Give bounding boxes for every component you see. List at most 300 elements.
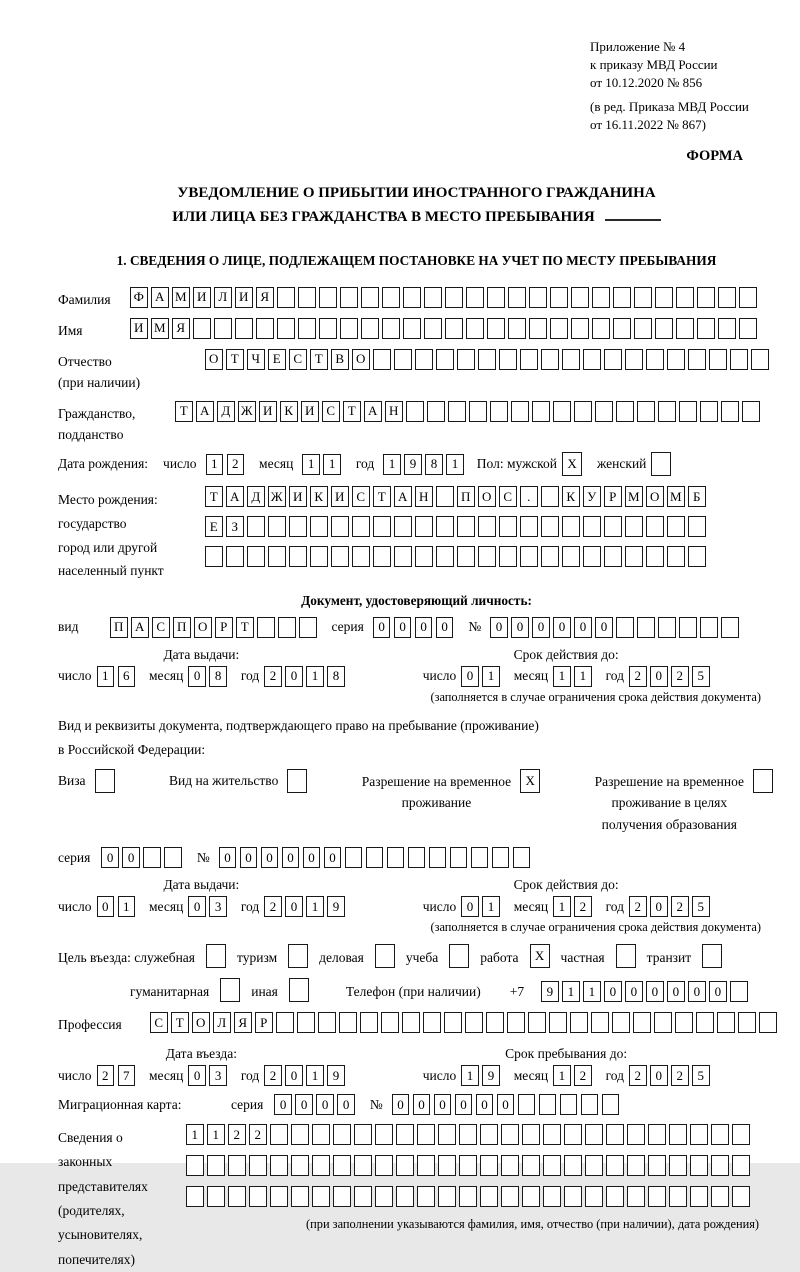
purpose-transit-checkbox[interactable] — [702, 944, 722, 968]
char-box[interactable]: 2 — [264, 1065, 282, 1086]
char-box[interactable] — [448, 401, 466, 422]
char-box[interactable] — [394, 349, 412, 370]
char-box[interactable]: 6 — [118, 666, 136, 687]
char-box[interactable] — [742, 401, 760, 422]
char-box[interactable]: 1 — [383, 454, 401, 475]
char-box[interactable] — [361, 318, 379, 339]
residence-permit-checkbox[interactable] — [287, 769, 307, 793]
char-box[interactable]: 0 — [434, 1094, 452, 1115]
char-box[interactable]: 2 — [629, 896, 647, 917]
char-box[interactable]: 8 — [209, 666, 227, 687]
char-box[interactable] — [298, 318, 316, 339]
char-box[interactable] — [415, 349, 433, 370]
char-box[interactable] — [709, 349, 727, 370]
char-box[interactable] — [289, 516, 307, 537]
char-box[interactable] — [339, 1012, 357, 1033]
char-box[interactable] — [532, 401, 550, 422]
char-box[interactable]: 1 — [482, 666, 500, 687]
char-box[interactable]: О — [646, 486, 664, 507]
char-box[interactable]: 0 — [650, 666, 668, 687]
char-box[interactable] — [319, 287, 337, 308]
char-box[interactable] — [249, 1155, 267, 1176]
char-box[interactable] — [658, 401, 676, 422]
stay-month-input[interactable] — [553, 1065, 592, 1086]
iddoc-valid-day-input[interactable] — [461, 666, 500, 687]
char-box[interactable] — [583, 349, 601, 370]
purpose-work-checkbox[interactable] — [530, 944, 550, 968]
char-box[interactable] — [381, 1012, 399, 1033]
char-box[interactable] — [700, 401, 718, 422]
char-box[interactable] — [360, 1012, 378, 1033]
char-box[interactable]: Т — [175, 401, 193, 422]
sex-female-checkbox[interactable] — [651, 452, 671, 476]
char-box[interactable]: 0 — [219, 847, 237, 868]
char-box[interactable]: 8 — [327, 666, 345, 687]
char-box[interactable]: С — [352, 486, 370, 507]
char-box[interactable] — [658, 617, 676, 638]
char-box[interactable] — [478, 546, 496, 567]
char-box[interactable] — [276, 1012, 294, 1033]
char-box[interactable] — [427, 401, 445, 422]
char-box[interactable] — [480, 1155, 498, 1176]
char-box[interactable] — [478, 349, 496, 370]
purpose-humanitarian-checkbox[interactable] — [220, 978, 240, 1002]
char-box[interactable]: Л — [214, 287, 232, 308]
char-box[interactable] — [655, 287, 673, 308]
char-box[interactable]: Р — [215, 617, 233, 638]
char-box[interactable] — [270, 1155, 288, 1176]
char-box[interactable] — [648, 1186, 666, 1207]
char-box[interactable]: 1 — [97, 666, 115, 687]
char-box[interactable]: 0 — [532, 617, 550, 638]
doc-kind-input[interactable] — [110, 617, 317, 638]
stay-day-input[interactable] — [461, 1065, 500, 1086]
char-box[interactable] — [612, 1012, 630, 1033]
char-box[interactable] — [570, 1012, 588, 1033]
char-box[interactable] — [450, 847, 468, 868]
char-box[interactable]: 0 — [337, 1094, 355, 1115]
char-box[interactable] — [616, 617, 634, 638]
right-doc-valid-month-input[interactable] — [553, 896, 592, 917]
char-box[interactable] — [354, 1155, 372, 1176]
char-box[interactable] — [520, 546, 538, 567]
char-box[interactable] — [613, 287, 631, 308]
char-box[interactable]: 2 — [264, 666, 282, 687]
char-box[interactable] — [541, 349, 559, 370]
char-box[interactable]: И — [259, 401, 277, 422]
char-box[interactable]: И — [301, 401, 319, 422]
char-box[interactable] — [529, 318, 547, 339]
char-box[interactable]: 1 — [306, 666, 324, 687]
char-box[interactable]: А — [131, 617, 149, 638]
char-box[interactable] — [438, 1124, 456, 1145]
char-box[interactable] — [205, 546, 223, 567]
char-box[interactable] — [220, 978, 240, 1002]
char-box[interactable] — [696, 1012, 714, 1033]
char-box[interactable] — [562, 546, 580, 567]
char-box[interactable] — [480, 1124, 498, 1145]
char-box[interactable]: 8 — [425, 454, 443, 475]
char-box[interactable] — [466, 318, 484, 339]
char-box[interactable]: 3 — [209, 896, 227, 917]
char-box[interactable] — [277, 318, 295, 339]
char-box[interactable] — [730, 981, 748, 1002]
char-box[interactable] — [235, 318, 253, 339]
char-box[interactable]: Я — [256, 287, 274, 308]
char-box[interactable] — [697, 318, 715, 339]
char-box[interactable]: Д — [217, 401, 235, 422]
char-box[interactable] — [331, 516, 349, 537]
char-box[interactable] — [436, 349, 454, 370]
char-box[interactable]: 0 — [282, 847, 300, 868]
char-box[interactable]: 9 — [404, 454, 422, 475]
char-box[interactable] — [585, 1186, 603, 1207]
char-box[interactable]: 0 — [688, 981, 706, 1002]
char-box[interactable]: 0 — [461, 896, 479, 917]
char-box[interactable] — [583, 516, 601, 537]
char-box[interactable]: Я — [234, 1012, 252, 1033]
char-box[interactable] — [270, 1124, 288, 1145]
char-box[interactable]: 0 — [461, 666, 479, 687]
char-box[interactable] — [592, 287, 610, 308]
char-box[interactable] — [373, 349, 391, 370]
char-box[interactable] — [711, 1186, 729, 1207]
char-box[interactable] — [721, 617, 739, 638]
char-box[interactable]: 0 — [511, 617, 529, 638]
char-box[interactable] — [424, 287, 442, 308]
char-box[interactable] — [501, 1124, 519, 1145]
char-box[interactable] — [606, 1186, 624, 1207]
char-box[interactable] — [387, 847, 405, 868]
char-box[interactable] — [543, 1186, 561, 1207]
char-box[interactable]: 2 — [574, 896, 592, 917]
char-box[interactable]: 0 — [646, 981, 664, 1002]
char-box[interactable]: О — [194, 617, 212, 638]
char-box[interactable] — [717, 1012, 735, 1033]
char-box[interactable]: О — [205, 349, 223, 370]
char-box[interactable] — [228, 1155, 246, 1176]
char-box[interactable] — [333, 1155, 351, 1176]
char-box[interactable] — [522, 1186, 540, 1207]
char-box[interactable] — [333, 1186, 351, 1207]
char-box[interactable]: 1 — [446, 454, 464, 475]
char-box[interactable] — [679, 617, 697, 638]
char-box[interactable] — [352, 546, 370, 567]
char-box[interactable] — [591, 1012, 609, 1033]
char-box[interactable] — [291, 1155, 309, 1176]
char-box[interactable] — [312, 1155, 330, 1176]
char-box[interactable] — [478, 516, 496, 537]
char-box[interactable] — [289, 978, 309, 1002]
char-box[interactable]: Т — [343, 401, 361, 422]
char-box[interactable] — [718, 287, 736, 308]
char-box[interactable]: С — [150, 1012, 168, 1033]
char-box[interactable] — [539, 1094, 557, 1115]
char-box[interactable] — [394, 546, 412, 567]
char-box[interactable]: О — [352, 349, 370, 370]
iddoc-valid-month-input[interactable] — [553, 666, 592, 687]
char-box[interactable] — [738, 1012, 756, 1033]
citizenship-input[interactable] — [175, 401, 760, 422]
char-box[interactable] — [249, 1186, 267, 1207]
birth-day-input[interactable] — [206, 454, 245, 475]
char-box[interactable] — [429, 847, 447, 868]
char-box[interactable]: Т — [171, 1012, 189, 1033]
char-box[interactable] — [207, 1155, 225, 1176]
char-box[interactable] — [492, 847, 510, 868]
char-box[interactable] — [459, 1124, 477, 1145]
char-box[interactable] — [646, 349, 664, 370]
char-box[interactable] — [403, 287, 421, 308]
char-box[interactable] — [287, 769, 307, 793]
char-box[interactable] — [408, 847, 426, 868]
char-box[interactable] — [541, 516, 559, 537]
char-box[interactable]: 0 — [667, 981, 685, 1002]
char-box[interactable] — [571, 318, 589, 339]
char-box[interactable] — [637, 617, 655, 638]
char-box[interactable]: 0 — [709, 981, 727, 1002]
char-box[interactable] — [436, 516, 454, 537]
char-box[interactable]: 0 — [436, 617, 454, 638]
char-box[interactable]: А — [151, 287, 169, 308]
char-box[interactable] — [466, 287, 484, 308]
char-box[interactable]: 5 — [692, 1065, 710, 1086]
char-box[interactable]: 7 — [118, 1065, 136, 1086]
char-box[interactable] — [702, 944, 722, 968]
char-box[interactable]: 2 — [629, 666, 647, 687]
char-box[interactable]: 2 — [97, 1065, 115, 1086]
char-box[interactable] — [518, 1094, 536, 1115]
char-box[interactable] — [499, 516, 517, 537]
char-box[interactable]: X — [530, 944, 550, 968]
char-box[interactable] — [403, 318, 421, 339]
char-box[interactable]: 0 — [415, 617, 433, 638]
temp-residence-edu-checkbox[interactable] — [753, 769, 773, 793]
char-box[interactable] — [312, 1186, 330, 1207]
char-box[interactable] — [333, 1124, 351, 1145]
char-box[interactable] — [415, 546, 433, 567]
char-box[interactable]: Ч — [247, 349, 265, 370]
char-box[interactable] — [444, 1012, 462, 1033]
char-box[interactable] — [268, 546, 286, 567]
char-box[interactable] — [507, 1012, 525, 1033]
char-box[interactable] — [520, 349, 538, 370]
migration-card-number-input[interactable] — [392, 1094, 620, 1115]
char-box[interactable] — [499, 546, 517, 567]
char-box[interactable]: 2 — [629, 1065, 647, 1086]
purpose-tourism-checkbox[interactable] — [288, 944, 308, 968]
char-box[interactable] — [214, 318, 232, 339]
char-box[interactable] — [501, 1155, 519, 1176]
char-box[interactable]: 1 — [306, 1065, 324, 1086]
char-box[interactable] — [667, 546, 685, 567]
char-box[interactable]: У — [583, 486, 601, 507]
char-box[interactable]: 1 — [461, 1065, 479, 1086]
char-box[interactable]: 5 — [692, 666, 710, 687]
char-box[interactable] — [669, 1155, 687, 1176]
char-box[interactable]: И — [235, 287, 253, 308]
char-box[interactable] — [592, 318, 610, 339]
char-box[interactable] — [581, 1094, 599, 1115]
char-box[interactable]: О — [478, 486, 496, 507]
char-box[interactable]: 1 — [553, 666, 571, 687]
purpose-private-checkbox[interactable] — [616, 944, 636, 968]
purpose-business-checkbox[interactable] — [375, 944, 395, 968]
char-box[interactable] — [583, 546, 601, 567]
char-box[interactable]: Я — [172, 318, 190, 339]
char-box[interactable] — [352, 516, 370, 537]
char-box[interactable] — [606, 1124, 624, 1145]
char-box[interactable] — [604, 516, 622, 537]
char-box[interactable] — [627, 1155, 645, 1176]
char-box[interactable]: 0 — [476, 1094, 494, 1115]
char-box[interactable] — [688, 349, 706, 370]
char-box[interactable] — [739, 287, 757, 308]
char-box[interactable] — [340, 287, 358, 308]
birthplace-row2-input[interactable] — [205, 516, 706, 537]
char-box[interactable] — [627, 1124, 645, 1145]
visa-checkbox[interactable] — [95, 769, 115, 793]
char-box[interactable] — [634, 318, 652, 339]
char-box[interactable] — [637, 401, 655, 422]
char-box[interactable] — [289, 546, 307, 567]
char-box[interactable] — [711, 1155, 729, 1176]
char-box[interactable]: К — [562, 486, 580, 507]
char-box[interactable] — [310, 516, 328, 537]
char-box[interactable] — [288, 944, 308, 968]
char-box[interactable] — [417, 1124, 435, 1145]
char-box[interactable] — [564, 1155, 582, 1176]
char-box[interactable] — [457, 349, 475, 370]
char-box[interactable]: 0 — [497, 1094, 515, 1115]
char-box[interactable] — [486, 1012, 504, 1033]
char-box[interactable]: И — [331, 486, 349, 507]
char-box[interactable] — [688, 516, 706, 537]
char-box[interactable] — [646, 516, 664, 537]
char-box[interactable] — [396, 1186, 414, 1207]
char-box[interactable]: 0 — [490, 617, 508, 638]
char-box[interactable]: И — [130, 318, 148, 339]
char-box[interactable] — [688, 546, 706, 567]
char-box[interactable] — [549, 1012, 567, 1033]
entry-month-input[interactable] — [188, 1065, 227, 1086]
char-box[interactable] — [553, 401, 571, 422]
char-box[interactable]: А — [394, 486, 412, 507]
char-box[interactable]: 1 — [562, 981, 580, 1002]
char-box[interactable] — [616, 401, 634, 422]
char-box[interactable]: М — [667, 486, 685, 507]
char-box[interactable]: С — [152, 617, 170, 638]
char-box[interactable] — [676, 287, 694, 308]
char-box[interactable] — [528, 1012, 546, 1033]
char-box[interactable]: 9 — [541, 981, 559, 1002]
char-box[interactable] — [396, 1155, 414, 1176]
purpose-study-checkbox[interactable] — [449, 944, 469, 968]
char-box[interactable]: 1 — [553, 1065, 571, 1086]
char-box[interactable] — [270, 1186, 288, 1207]
char-box[interactable] — [562, 516, 580, 537]
char-box[interactable] — [228, 1186, 246, 1207]
char-box[interactable]: 1 — [323, 454, 341, 475]
char-box[interactable]: С — [322, 401, 340, 422]
char-box[interactable] — [732, 1155, 750, 1176]
char-box[interactable] — [375, 944, 395, 968]
sex-male-checkbox[interactable] — [562, 452, 582, 476]
char-box[interactable]: 0 — [392, 1094, 410, 1115]
char-box[interactable]: 0 — [650, 896, 668, 917]
char-box[interactable] — [417, 1186, 435, 1207]
char-box[interactable] — [366, 847, 384, 868]
char-box[interactable] — [721, 401, 739, 422]
patronymic-input[interactable] — [205, 349, 769, 370]
char-box[interactable] — [574, 401, 592, 422]
char-box[interactable]: 9 — [327, 1065, 345, 1086]
char-box[interactable] — [402, 1012, 420, 1033]
char-box[interactable] — [550, 287, 568, 308]
char-box[interactable]: 9 — [482, 1065, 500, 1086]
char-box[interactable] — [298, 287, 316, 308]
char-box[interactable] — [186, 1186, 204, 1207]
char-box[interactable] — [648, 1155, 666, 1176]
char-box[interactable]: 9 — [327, 896, 345, 917]
char-box[interactable]: Ж — [238, 401, 256, 422]
char-box[interactable] — [471, 847, 489, 868]
iddoc-valid-year-input[interactable] — [629, 666, 710, 687]
right-doc-issue-day-input[interactable] — [97, 896, 136, 917]
char-box[interactable] — [319, 318, 337, 339]
char-box[interactable] — [406, 401, 424, 422]
char-box[interactable] — [375, 1155, 393, 1176]
surname-input[interactable] — [130, 287, 757, 308]
temp-residence-checkbox[interactable] — [520, 769, 540, 793]
char-box[interactable] — [718, 318, 736, 339]
char-box[interactable] — [457, 516, 475, 537]
char-box[interactable] — [690, 1186, 708, 1207]
char-box[interactable] — [508, 287, 526, 308]
char-box[interactable] — [487, 318, 505, 339]
char-box[interactable]: А — [196, 401, 214, 422]
char-box[interactable] — [490, 401, 508, 422]
char-box[interactable] — [522, 1124, 540, 1145]
char-box[interactable] — [268, 516, 286, 537]
char-box[interactable] — [449, 944, 469, 968]
entry-year-input[interactable] — [264, 1065, 345, 1086]
char-box[interactable] — [207, 1186, 225, 1207]
char-box[interactable] — [95, 769, 115, 793]
char-box[interactable]: 1 — [553, 896, 571, 917]
char-box[interactable]: 0 — [188, 896, 206, 917]
char-box[interactable] — [543, 1124, 561, 1145]
char-box[interactable]: И — [289, 486, 307, 507]
migration-card-series-input[interactable] — [274, 1094, 355, 1115]
char-box[interactable] — [625, 516, 643, 537]
char-box[interactable]: Т — [236, 617, 254, 638]
char-box[interactable] — [424, 318, 442, 339]
char-box[interactable]: Т — [310, 349, 328, 370]
char-box[interactable] — [585, 1124, 603, 1145]
char-box[interactable]: 2 — [671, 1065, 689, 1086]
right-doc-valid-year-input[interactable] — [629, 896, 710, 917]
profession-input[interactable] — [150, 1012, 777, 1033]
char-box[interactable] — [679, 401, 697, 422]
char-box[interactable] — [206, 944, 226, 968]
char-box[interactable] — [340, 318, 358, 339]
char-box[interactable] — [186, 1155, 204, 1176]
char-box[interactable]: А — [364, 401, 382, 422]
char-box[interactable] — [669, 1186, 687, 1207]
char-box[interactable] — [445, 318, 463, 339]
char-box[interactable] — [445, 287, 463, 308]
